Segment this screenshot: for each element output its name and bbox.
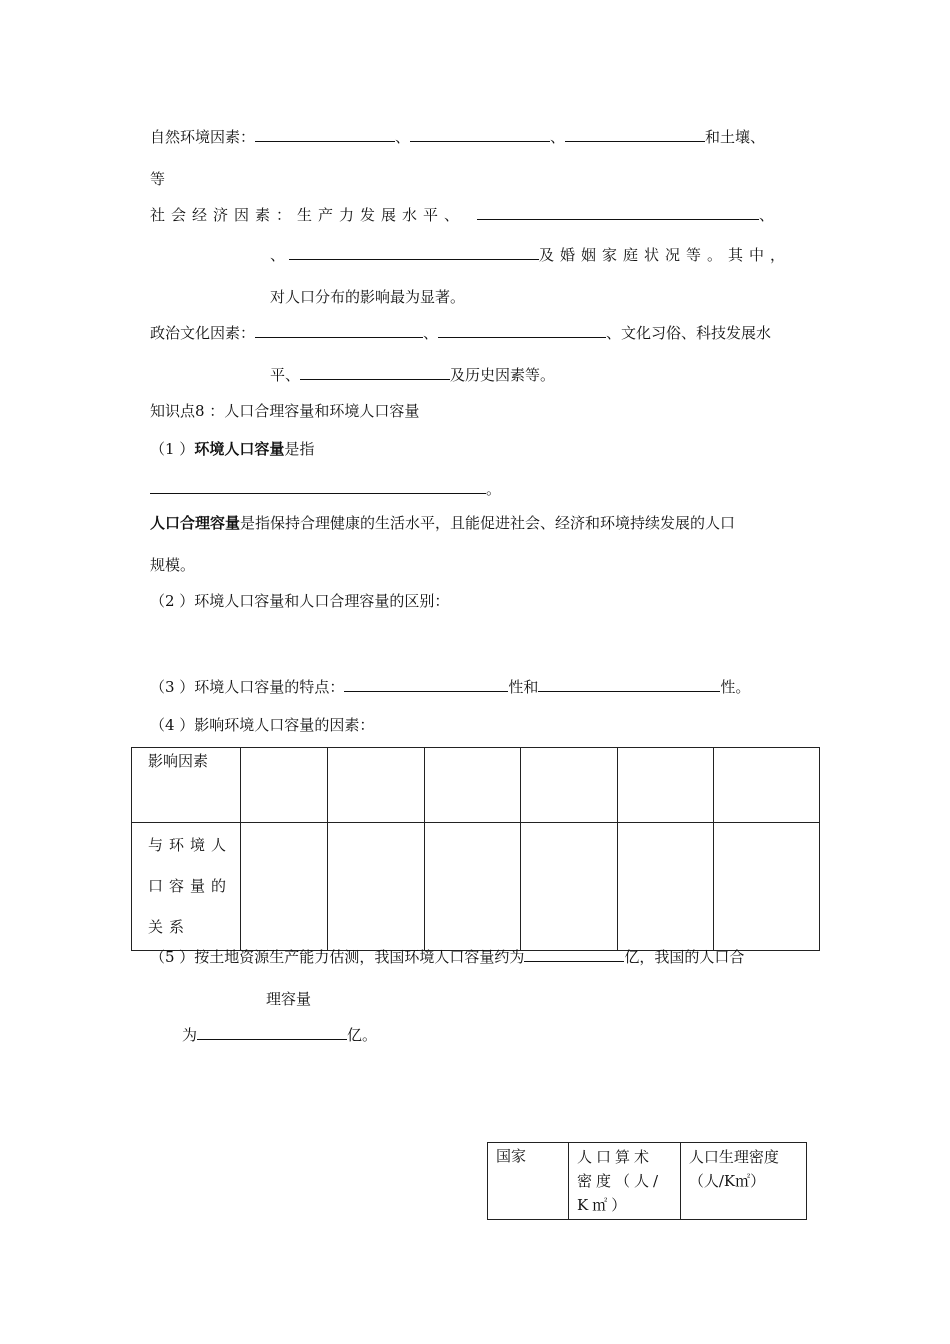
q3-start: （3 ）环境人口容量的特点： (150, 678, 345, 696)
q5-line-2: 理容量 (266, 990, 312, 1008)
q5-line-3 (182, 1024, 377, 1046)
q5-line3-end: 亿。 (347, 1026, 378, 1044)
density-header-country: 国家 (488, 1143, 569, 1220)
political-factors-line (150, 322, 771, 344)
q1-tail: 是指 (284, 440, 315, 458)
separator: 、 (550, 128, 566, 146)
q3-blank-1[interactable] (344, 677, 508, 692)
q2-line: （2 ）环境人口容量和人口合理容量的区别： (150, 592, 450, 610)
political-line2-tail: 及历史因素等。 (450, 366, 556, 384)
political-blank-2[interactable] (438, 323, 606, 338)
political-line2-start: 平、 (270, 366, 301, 384)
q5-start: （5 ）按土地资源生产能力估测，我国环境人口容量约为 (150, 948, 525, 966)
q3-blank-2[interactable] (538, 677, 720, 692)
separator: 、 (395, 128, 411, 146)
relation-cell[interactable] (521, 823, 618, 951)
q5-mid: 亿，我国的人口合 (624, 948, 745, 966)
factor-cell[interactable] (328, 748, 425, 823)
factor-cell[interactable] (424, 748, 521, 823)
knowledge-point-title: 知识点8 ：人口合理容量和环境人口容量 (150, 402, 420, 420)
table-row (488, 1143, 807, 1220)
natural-tail: 和土壤、 (705, 128, 766, 146)
natural-label: 自然环境因素： (150, 128, 256, 146)
density-header-physiological: 人口生理密度（人/K㎡） (680, 1143, 806, 1220)
q3-end: 性。 (720, 678, 751, 696)
separator: 、 (759, 206, 775, 224)
natural-blank-2[interactable] (410, 127, 550, 142)
social-blank-1[interactable] (477, 205, 759, 220)
q1-term: 环境人口容量 (194, 440, 285, 458)
relation-cell[interactable] (240, 823, 328, 951)
separator: 、 (270, 246, 286, 264)
q5-blank-2[interactable] (197, 1025, 347, 1040)
definition-text: 是指保持合理健康的生活水平，且能促进社会、经济和环境持续发展的人口 (240, 514, 736, 532)
separator: 、 (423, 324, 439, 342)
q5-line (150, 946, 744, 968)
political-tail: 、文化习俗、科技发展水 (606, 324, 772, 342)
social-marriage: 及婚姻家庭状况等。其中， (539, 246, 792, 264)
q1-end: 。 (486, 480, 502, 498)
political-label: 政治文化因素： (150, 324, 256, 342)
relation-cell[interactable] (714, 823, 820, 951)
q1-number: （1 ） (150, 440, 195, 458)
political-blank-1[interactable] (255, 323, 423, 338)
q1-line (150, 438, 314, 460)
social-label: 社会经济因素：生产力发展水平、 (150, 206, 466, 224)
table-row (132, 823, 820, 951)
natural-factors-line (150, 126, 765, 148)
factor-cell[interactable] (714, 748, 820, 823)
definition-line (150, 512, 735, 534)
social-line-2 (270, 244, 791, 266)
natural-blank-3[interactable] (565, 127, 705, 142)
political-line-2 (270, 364, 555, 386)
q5-line3-start: 为 (182, 1026, 198, 1044)
q3-mid: 性和 (508, 678, 539, 696)
density-table (487, 1142, 807, 1220)
table-row (132, 748, 820, 823)
definition-term: 人口合理容量 (150, 514, 241, 532)
political-blank-3[interactable] (300, 365, 450, 380)
factor-cell[interactable] (240, 748, 328, 823)
social-factors-line (150, 204, 774, 226)
relation-cell[interactable] (424, 823, 521, 951)
natural-blank-1[interactable] (255, 127, 395, 142)
relation-cell[interactable] (328, 823, 425, 951)
q5-blank-1[interactable] (524, 947, 624, 962)
q4-line: （4 ）影响环境人口容量的因素： (150, 716, 375, 734)
factor-header-cell: 影响因素 (132, 748, 241, 823)
q1-answer-line (150, 478, 501, 500)
factor-table (131, 747, 820, 951)
density-header-arithmetic: 人口算术密度（人/K㎡） (569, 1143, 681, 1220)
relation-cell[interactable] (617, 823, 714, 951)
definition-line-2: 规模。 (150, 556, 196, 574)
factor-cell[interactable] (521, 748, 618, 823)
social-impact: 对人口分布的影响最为显著。 (270, 288, 466, 306)
relation-header-cell: 与环境人口容量的关系 (132, 823, 241, 951)
social-blank-2[interactable] (289, 245, 539, 260)
q3-line (150, 676, 750, 698)
q1-blank[interactable] (150, 479, 486, 494)
natural-tail-2: 等 (150, 170, 166, 188)
factor-cell[interactable] (617, 748, 714, 823)
